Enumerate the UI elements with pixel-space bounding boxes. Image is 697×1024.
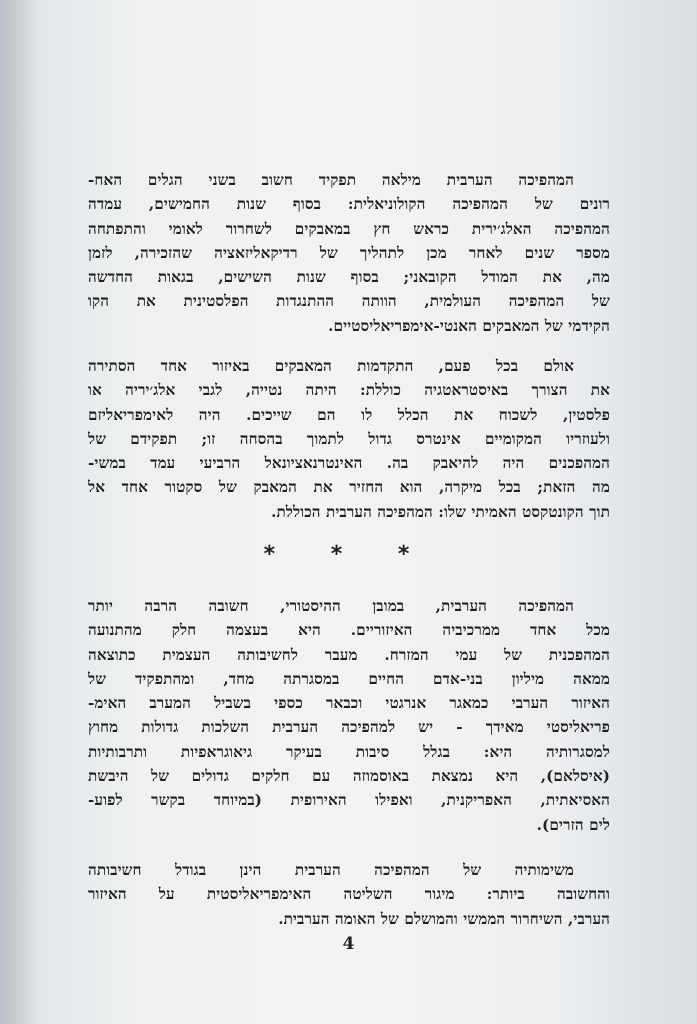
text-line: והחשובה ביותר: מיגור השליטה האימפריאליסטית על האיזור bbox=[88, 885, 610, 904]
text-line: תוך הקונטקסט האמיתי שלו: המהפיכה הערבית הכוללת. bbox=[271, 502, 610, 521]
text-line: מכל אחד ממרכיביה האיזוריים. היא בעצמה חלק מהתנועה bbox=[88, 621, 610, 640]
text-line: של המהפיכה העולמית, הוותה ההתנגדות הפלסטינית את הקו bbox=[88, 292, 610, 311]
text-line: האסיאתית, האפריקנית, ואפילו האירופית (במיוחד בקשר לפוע- bbox=[88, 791, 610, 810]
text-line: משימותיה של המהפיכה הערבית הינן בגודל חשיבותה bbox=[88, 861, 574, 879]
text-line: המהפיכה הערבית מילאה תפקיד חשוב בשני הגלים האח- bbox=[88, 171, 574, 189]
text-line: האיזור הערבי כמאגר אנרגטי וכבאר כספי בשביל המערב האימ- bbox=[88, 694, 610, 713]
text-line: פלסטין, לשכוח את הכלל לו הם שייכים. היה לאימפריאליזם bbox=[88, 405, 610, 424]
text-line: לים הזרים). bbox=[536, 815, 610, 834]
text-line: המהפיכה הערבית, במובן ההיסטורי, חשובה הרבה יותר bbox=[88, 597, 574, 615]
text-line: מה, את המודל הקובאני; בסוף שנות השישים, בגאות החדשה bbox=[88, 268, 610, 287]
text-line: (איסלאם), היא נמצאת באוסמוזה עם חלקים גדולים של היבשת bbox=[88, 767, 610, 786]
text-line: הערבי, השיחרור הממשי והמושלם של האומה הערבית. bbox=[278, 909, 610, 928]
text-line: המהפיכה האלג׳ירית כראש חץ במאבקים לשחרור לאומי והתפתחה bbox=[88, 219, 610, 238]
text-line: ולעוזריו המקומיים אינטרס גדול לתמוך בהסחה זו; תפקידם של bbox=[88, 429, 610, 448]
text-line: ממאה מיליון בני-אדם החיים במסגרתה מחד, ומהתפקיד של bbox=[88, 669, 610, 688]
text-line: מה הזאת; בכל מיקרה, הוא החזיר את המאבק של סקטור אחד אל bbox=[88, 478, 610, 497]
page-number: 4 bbox=[342, 934, 355, 954]
text-line: מספר שנים לאחר מכן לתהליך של רדיקאליזאציה שהזכירה, לזמן bbox=[88, 243, 610, 262]
paragraph-3 bbox=[88, 594, 610, 837]
text-line: המהפכנית של עמי המזרח. מעבר לחשיבותה העצמית כתוצאה bbox=[88, 645, 610, 664]
paragraph-2 bbox=[88, 354, 610, 524]
section-separator: * * * bbox=[263, 542, 434, 567]
text-line: למסגרותיה היא: בגלל סיבות בעיקר גיאוגראפיות ותרבותיות bbox=[88, 742, 610, 761]
text-line: המהפכנים היה להיאבק בה. האינטרנאציונאל הרביעי עמד במשי- bbox=[88, 454, 610, 473]
text-line: רונים של המהפיכה הקולוניאלית: בסוף שנות החמישים, עמדה bbox=[88, 195, 610, 214]
paragraph-4 bbox=[88, 858, 610, 931]
page-shadow bbox=[0, 0, 40, 1024]
text-line: הקידמי של המאבקים האנטי-אימפריאליסטיים. bbox=[328, 316, 610, 335]
paragraph-1 bbox=[88, 168, 610, 338]
text-line: אולם בכל פעם, התקדמות המאבקים באיזור אחד הסתירה bbox=[88, 357, 574, 375]
text-line: את הצורך באיסטראטגיה כוללת: היתה נטייה, לגבי אלג׳יריה או bbox=[88, 381, 610, 400]
text-line: פריאליסטי מאידך - יש למהפיכה הערבית השלכות גדולות מחוץ bbox=[88, 718, 610, 737]
